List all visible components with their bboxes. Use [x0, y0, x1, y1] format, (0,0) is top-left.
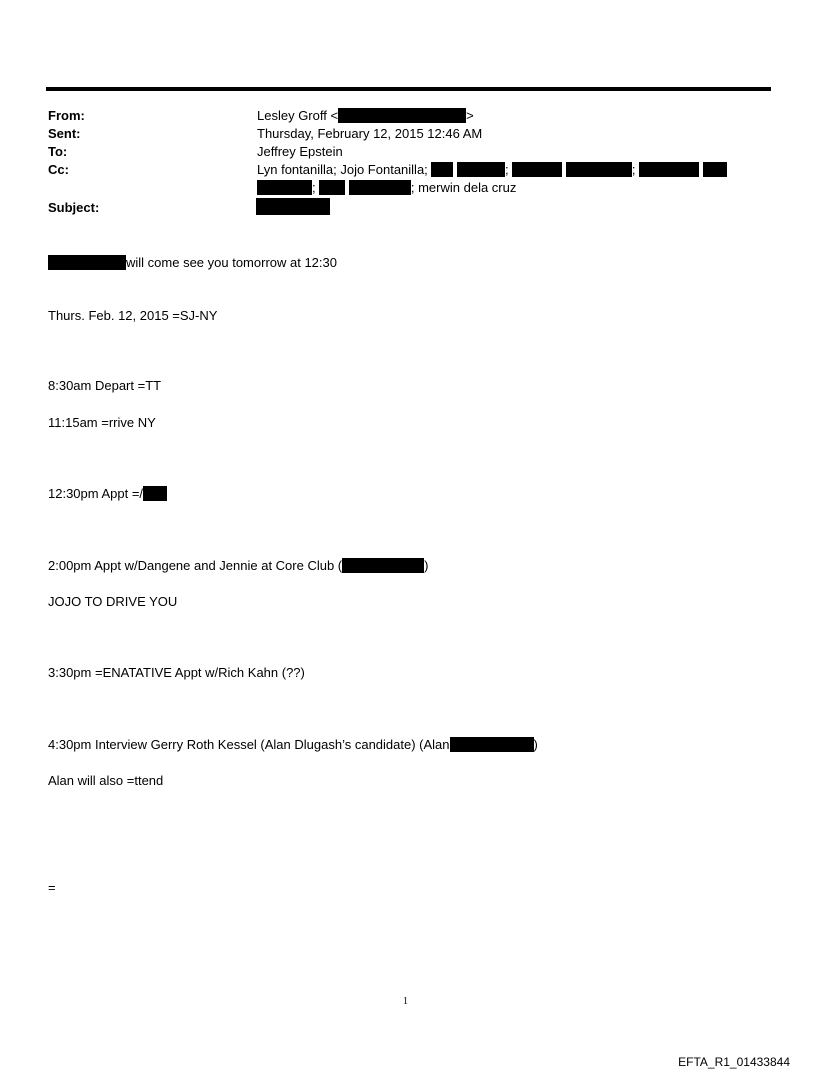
intro-line [48, 255, 337, 271]
redaction-block [450, 737, 534, 752]
redaction-block [639, 162, 699, 177]
sent-value: Thursday, February 12, 2015 12:46 AM [257, 126, 483, 141]
subject-label: Subject: [48, 200, 100, 215]
depart-line: 8:30am Depart =TT [48, 378, 162, 393]
redaction-block [143, 486, 167, 501]
to-label: To: [48, 144, 68, 159]
subject-redaction [256, 198, 330, 215]
from-email-close: > [466, 108, 474, 123]
cc-separator: ; [312, 180, 316, 195]
drive-line: JOJO TO DRIVE YOU [48, 594, 178, 609]
intro-text: will come see you tomorrow at 12:30 [126, 255, 337, 270]
redaction-block [319, 180, 345, 195]
redaction-block [342, 558, 424, 573]
appt-200-close: ) [424, 558, 429, 573]
date-line: Thurs. Feb. 12, 2015 =SJ-NY [48, 308, 218, 323]
appt-line-330: 3:30pm =ENATATIVE Appt w/Rich Kahn (??) [48, 665, 305, 680]
redaction-block [48, 255, 126, 270]
interview-text: 4:30pm Interview Gerry Roth Kessel (Alan Dlugash’s candidate) (Alan [48, 737, 450, 752]
redaction-block [566, 162, 632, 177]
header-rule [46, 87, 771, 91]
end-mark: = [48, 880, 56, 895]
cc-line-2 [257, 180, 516, 196]
to-value: Jeffrey Epstein [257, 144, 343, 159]
appt-1230-text: 12:30pm Appt =/ [48, 486, 144, 501]
from-value [257, 108, 474, 124]
arrive-line: 11:15am =rrive NY [48, 415, 156, 430]
cc-label: Cc: [48, 162, 69, 177]
appt-200-text: 2:00pm Appt w/Dangene and Jennie at Core Club ( [48, 558, 343, 573]
page-number: 1 [403, 996, 408, 1007]
cc-tail: ; merwin dela cruz [410, 180, 517, 195]
cc-separator: ; [631, 162, 636, 177]
appt-line-200 [48, 558, 428, 574]
interview-line [48, 737, 538, 753]
redaction-block [338, 108, 466, 123]
interview-close: ) [533, 737, 538, 752]
appt-line-1230 [48, 486, 167, 502]
redaction-block [431, 162, 453, 177]
from-name: Lesley Groff < [257, 108, 339, 123]
cc-names: Lyn fontanilla; Jojo Fontanilla; [257, 162, 428, 177]
cc-separator: ; [505, 162, 509, 177]
redaction-block [512, 162, 562, 177]
from-label: From: [48, 108, 85, 123]
redaction-block [349, 180, 411, 195]
redaction-block [703, 162, 727, 177]
redaction-block [457, 162, 505, 177]
document-id: EFTA_R1_01433844 [678, 1055, 790, 1069]
redaction-block [257, 180, 312, 195]
attend-line: Alan will also =ttend [48, 773, 164, 788]
cc-line-1 [257, 162, 727, 178]
sent-label: Sent: [48, 126, 81, 141]
